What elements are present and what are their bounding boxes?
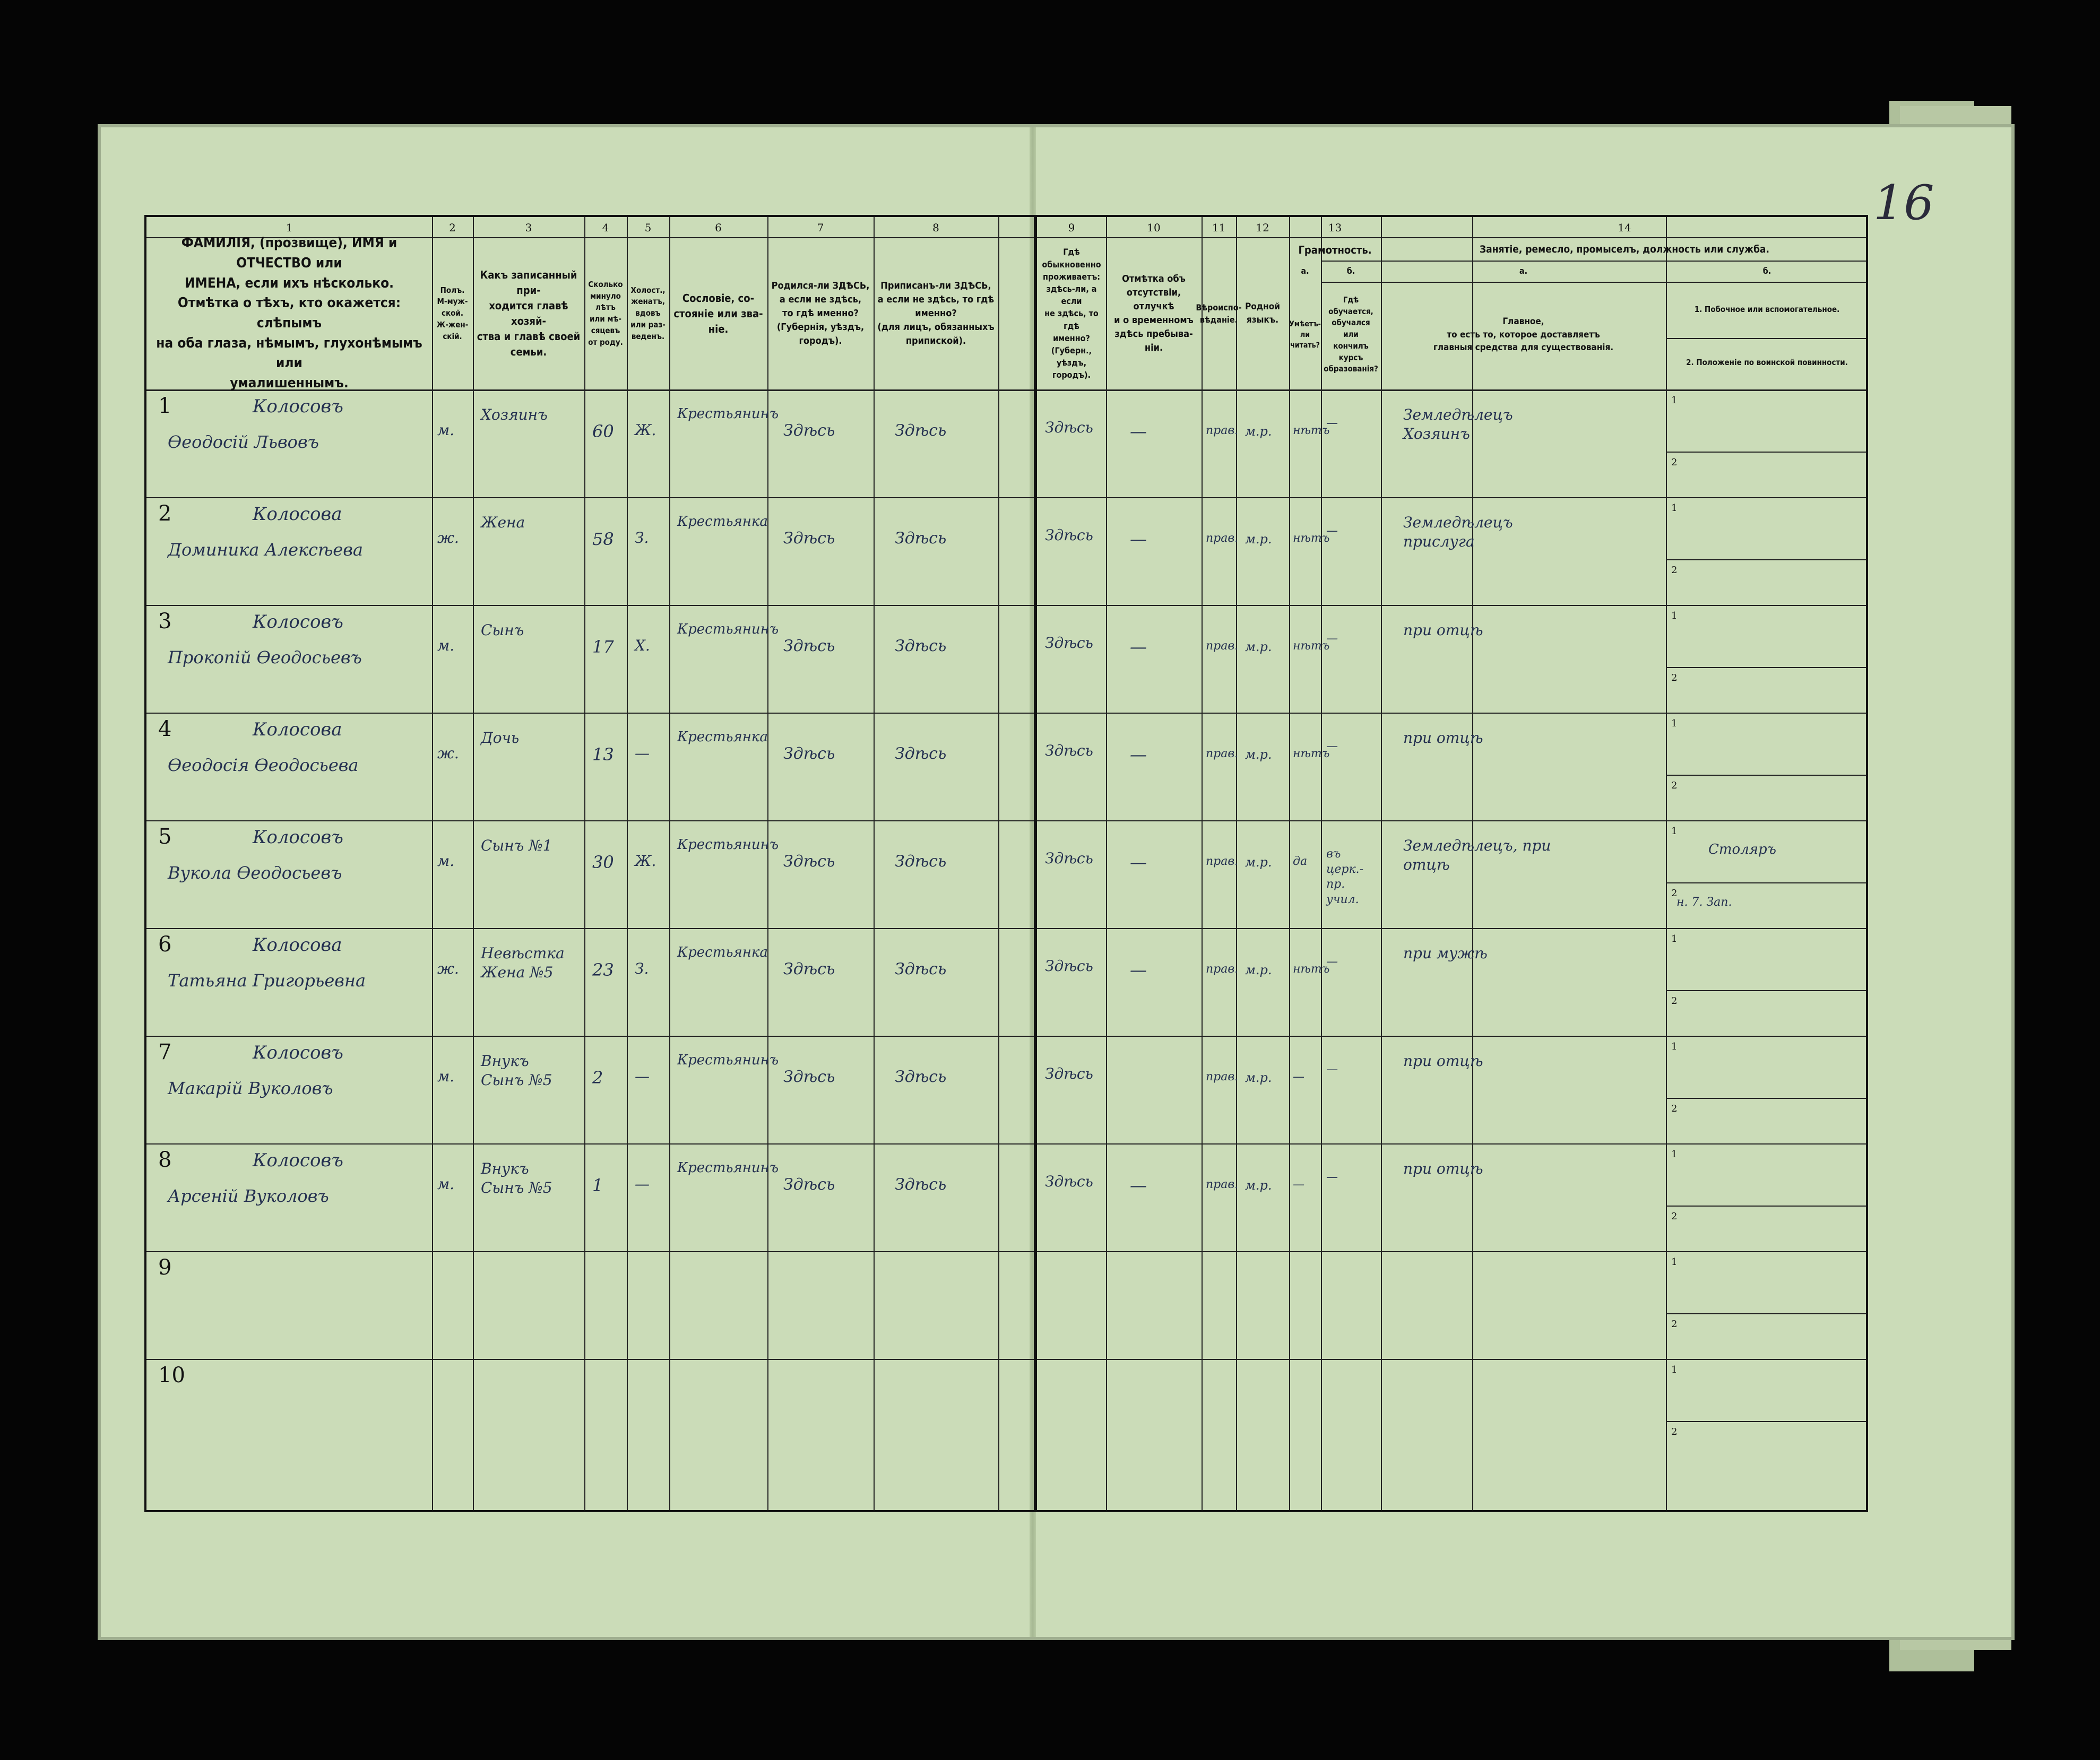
subrow-number: 2 — [1671, 1103, 1678, 1114]
age: 1 — [592, 1175, 603, 1195]
header-ascription: Приписанъ-ли ЗДѢСЬ, а если не здѣсь, то гдѣ именно? (для лицъ, обязанныхъ припиской). — [877, 280, 995, 347]
header-sub-a: а. — [1519, 266, 1528, 276]
surname: Колосова — [253, 504, 342, 525]
header-absence: Отмѣтка объ отсутствіи, отлучкѣ и о временномъ здѣсь пребыва- ніи. — [1114, 273, 1194, 354]
header-name: ФАМИЛІЯ, (прозвище), ИМЯ и ОТЧЕСТВО или ИМЕНА, если ихъ нѣсколько. Отмѣтка о тѣхъ, кто окажется: слѣпымъ на оба глаза, нѣмымъ, глухонѣмымъ или умалишеннымъ. — [156, 235, 422, 392]
row-number: 9 — [158, 1255, 172, 1280]
residence: Здѣсь — [1045, 957, 1093, 975]
column-number: 12 — [1256, 221, 1269, 234]
row-number: 4 — [158, 717, 172, 741]
subrow-divider — [1666, 1098, 1866, 1099]
given-name: Ѳеодосія Ѳеодосьева — [168, 755, 359, 775]
absence-note: — — [1130, 529, 1147, 549]
column-divider — [473, 217, 474, 1510]
subrow-number: 1 — [1671, 826, 1678, 837]
header-age: Сколько минуло лѣтъ или мѣ- сяцевъ от роду. — [588, 279, 623, 347]
row-number: 2 — [158, 501, 172, 526]
row-divider — [146, 1359, 1034, 1360]
sex: м. — [437, 1068, 455, 1085]
main-occupation: Земледѣлецъ, при отцѣ — [1403, 837, 1551, 874]
row-number: 8 — [158, 1148, 172, 1172]
native-language: м.р. — [1245, 1070, 1272, 1085]
subrow-number: 2 — [1671, 672, 1678, 683]
residence: Здѣсь — [1045, 526, 1093, 544]
relation: Дочь — [481, 729, 520, 747]
row-divider — [1037, 1036, 1866, 1037]
birthplace: Здѣсь — [783, 421, 835, 440]
age: 2 — [592, 1068, 603, 1088]
header-main-occupation: Главное, то есть то, которое доставляетъ главныя средства для существованія. — [1433, 316, 1614, 353]
row-divider — [146, 713, 1034, 714]
main-occupation: Земледѣлецъ Хозяинъ — [1403, 406, 1513, 443]
religion: прав. — [1206, 639, 1239, 653]
education: — — [1326, 632, 1338, 645]
subrow-divider — [1666, 452, 1866, 453]
given-name: Татьяна Григорьевна — [168, 970, 366, 991]
age: 13 — [592, 744, 614, 765]
native-language: м.р. — [1245, 855, 1272, 870]
marital-status: Х. — [635, 637, 650, 654]
ascription: Здѣсь — [895, 1175, 947, 1194]
sex: м. — [437, 852, 455, 870]
row-divider — [146, 1143, 1034, 1145]
column-number: 3 — [525, 221, 532, 234]
column-divider — [1106, 217, 1107, 1510]
birthplace: Здѣсь — [783, 744, 835, 763]
subrow-number: 2 — [1671, 995, 1678, 1007]
religion: прав. — [1206, 424, 1239, 437]
header-literacy: Грамотность. — [1298, 243, 1372, 256]
education: — — [1326, 740, 1338, 753]
native-language: м.р. — [1245, 747, 1272, 762]
native-language: м.р. — [1245, 639, 1272, 654]
native-language: м.р. — [1245, 424, 1272, 439]
given-name: Арсеній Вуколовъ — [168, 1186, 329, 1206]
religion: прав. — [1206, 855, 1239, 868]
residence: Здѣсь — [1045, 419, 1093, 436]
row-divider — [1037, 928, 1866, 929]
row-divider — [146, 928, 1034, 929]
subrow-divider — [1666, 990, 1866, 991]
folio-number: 16 — [1873, 175, 1934, 231]
header-birthplace: Родился-ли ЗДѢСЬ, а если не здѣсь, то гдѣ именно? (Губернія, уѣздъ, городъ). — [771, 280, 870, 347]
header-language: Родной языкъ. — [1245, 301, 1280, 325]
row-number: 5 — [158, 825, 172, 849]
ascription: Здѣсь — [895, 637, 947, 655]
residence: Здѣсь — [1045, 1173, 1093, 1190]
column-divider — [584, 217, 585, 1510]
given-name: Ѳеодосій Львовъ — [168, 432, 319, 452]
surname: Колосовъ — [253, 827, 343, 848]
subrow-number: 2 — [1671, 456, 1678, 468]
estate: Крестьянинъ — [677, 1052, 779, 1068]
row-number: 6 — [158, 932, 172, 957]
column-divider — [432, 217, 433, 1510]
birthplace: Здѣсь — [783, 1068, 835, 1086]
row-number: 3 — [158, 609, 172, 634]
header-relation: Какъ записанный при- ходится главѣ хозяй- ства и главѣ своей семьи. — [477, 268, 581, 358]
subrow-divider — [1666, 1313, 1866, 1314]
row-divider — [1037, 605, 1866, 606]
column-divider — [1289, 217, 1290, 1510]
column-divider — [669, 217, 670, 1510]
column-divider — [1666, 217, 1667, 1510]
estate: Крестьянка — [677, 729, 768, 745]
marital-status: З. — [635, 960, 649, 977]
header-sub-a: а. — [1301, 266, 1309, 276]
sex: ж. — [437, 744, 459, 762]
can-read: да — [1293, 855, 1308, 868]
row-divider — [146, 605, 1034, 606]
row-divider — [1037, 497, 1866, 498]
header-sub-b: б. — [1346, 266, 1355, 276]
header-sex: Полъ. М-муж- ской. Ж-жен- скій. — [436, 285, 469, 341]
row-divider — [146, 1251, 1034, 1252]
relation: Хозяинъ — [481, 406, 548, 423]
column-number: 8 — [932, 221, 939, 234]
absence-note: — — [1130, 852, 1147, 872]
religion: прав. — [1206, 532, 1239, 545]
education: — — [1326, 1171, 1338, 1184]
column-number: 5 — [644, 221, 652, 234]
marital-status: Ж. — [635, 421, 656, 439]
column-number: 7 — [817, 221, 824, 234]
column-number: 14 — [1618, 221, 1631, 234]
header-education: Гдѣ обучается, обучался или кончилъ курсъ образованія? — [1324, 294, 1378, 374]
can-read: нѣтъ — [1293, 532, 1330, 545]
subrow-divider — [1666, 667, 1866, 668]
header-estate: Сословіе, со- стояніе или зва- ніе. — [673, 291, 763, 335]
subrow-number: 2 — [1671, 1210, 1678, 1222]
religion: прав. — [1206, 1070, 1239, 1083]
ascription: Здѣсь — [895, 421, 947, 440]
age: 30 — [592, 852, 614, 872]
column-divider — [998, 217, 999, 1510]
column-number: 4 — [602, 221, 609, 234]
subrow-number: 1 — [1671, 395, 1678, 406]
estate: Крестьянка — [677, 514, 768, 530]
subrow-number: 2 — [1671, 1426, 1678, 1437]
residence: Здѣсь — [1045, 1065, 1093, 1082]
row-divider — [1037, 820, 1866, 821]
estate: Крестьянинъ — [677, 621, 779, 637]
column-number: 2 — [449, 221, 456, 234]
header-occupation: Занятіе, ремесло, промыселъ, должность или служба. — [1480, 244, 1769, 256]
education: — — [1326, 955, 1338, 968]
religion: прав. — [1206, 963, 1239, 976]
column-number: 10 — [1147, 221, 1161, 234]
surname: Колосова — [253, 719, 342, 740]
ascription: Здѣсь — [895, 744, 947, 763]
subrow-number: 1 — [1671, 1041, 1678, 1052]
absence-note: — — [1130, 1175, 1147, 1195]
side-occupation: Столяръ — [1708, 842, 1776, 857]
residence: Здѣсь — [1045, 742, 1093, 759]
subrow-divider — [1666, 882, 1866, 883]
sex: м. — [437, 1175, 455, 1193]
can-read: — — [1293, 1070, 1304, 1083]
relation: Невѣстка Жена №5 — [481, 944, 565, 982]
surname: Колосовъ — [253, 396, 343, 417]
relation: Жена — [481, 514, 525, 531]
column-divider — [874, 217, 875, 1510]
marital-status: Ж. — [635, 852, 656, 870]
can-read: нѣтъ — [1293, 747, 1330, 760]
birthplace: Здѣсь — [783, 852, 835, 871]
row-number: 1 — [158, 394, 172, 418]
absence-note: — — [1130, 960, 1147, 980]
relation: Сынъ — [481, 621, 524, 639]
main-occupation: при отцѣ — [1403, 1052, 1483, 1070]
column-divider — [1321, 217, 1322, 1510]
main-occupation: при отцѣ — [1403, 621, 1483, 639]
marital-status: — — [635, 744, 650, 762]
given-name: Макарій Вуколовъ — [168, 1078, 333, 1098]
row-divider — [1037, 1251, 1866, 1252]
education: — — [1326, 1063, 1338, 1076]
subrow-divider — [1666, 1206, 1866, 1207]
birthplace: Здѣсь — [783, 960, 835, 978]
subrow-divider — [1666, 559, 1866, 560]
relation: Внукъ Сынъ №5 — [481, 1160, 552, 1197]
education: — — [1326, 417, 1338, 430]
absence-note: — — [1130, 637, 1147, 657]
row-divider — [146, 497, 1034, 498]
education: — — [1326, 524, 1338, 537]
row-divider — [1037, 1143, 1866, 1145]
header-side-occupation: 1. Побочное или вспомогательное. — [1694, 305, 1840, 315]
column-number: 6 — [715, 221, 722, 234]
row-divider — [146, 1036, 1034, 1037]
sex: ж. — [437, 960, 459, 977]
sex: ж. — [437, 529, 459, 547]
header-sub-b: б. — [1762, 266, 1771, 276]
given-name: Вукола Ѳеодосьевъ — [168, 863, 342, 883]
age: 58 — [592, 529, 614, 549]
column-divider — [1381, 217, 1382, 1510]
native-language: м.р. — [1245, 532, 1272, 547]
subrow-number: 1 — [1671, 502, 1678, 514]
column-divider — [1202, 217, 1203, 1510]
given-name: Прокопій Ѳеодосьевъ — [168, 647, 362, 667]
residence: Здѣсь — [1045, 634, 1093, 652]
can-read: нѣтъ — [1293, 424, 1330, 437]
column-number-rule — [1037, 237, 1866, 238]
subrow-number: 2 — [1671, 887, 1678, 899]
column-number: 9 — [1068, 221, 1075, 234]
birthplace: Здѣсь — [783, 529, 835, 548]
header-can-read: Умѣетъ- ли читать? — [1289, 319, 1321, 350]
row-divider — [1037, 1359, 1866, 1360]
residence: Здѣсь — [1045, 849, 1093, 867]
relation: Внукъ Сынъ №5 — [481, 1052, 552, 1089]
subrow-number: 1 — [1671, 610, 1678, 621]
subrow-number: 1 — [1671, 718, 1678, 729]
age: 23 — [592, 960, 614, 980]
marital-status: — — [635, 1175, 650, 1193]
subrow-number: 1 — [1671, 1364, 1678, 1375]
age: 17 — [592, 637, 614, 657]
census-table-right — [1035, 215, 1868, 1512]
estate: Крестьянинъ — [677, 837, 779, 853]
given-name: Доминика Алексѣева — [168, 540, 363, 560]
main-occupation: при отцѣ — [1403, 729, 1483, 747]
row-number: 10 — [158, 1363, 185, 1388]
column-divider — [627, 217, 628, 1510]
subrow-number: 1 — [1671, 1256, 1678, 1268]
header-residence: Гдѣ обыкновенно проживаетъ: здѣсь-ли, а если не здѣсь, то гдѣ именно? (Губерн., уѣздъ, городъ). — [1042, 247, 1101, 380]
marital-status: З. — [635, 529, 649, 547]
subrow-number: 1 — [1671, 1149, 1678, 1160]
marital-status: — — [635, 1068, 650, 1085]
subrow-number: 2 — [1671, 779, 1678, 791]
native-language: м.р. — [1245, 963, 1272, 977]
sex: м. — [437, 421, 455, 439]
row-divider — [1037, 713, 1866, 714]
birthplace: Здѣсь — [783, 1175, 835, 1194]
military-status: н. 7. Зап. — [1676, 895, 1732, 909]
surname: Колосовъ — [253, 611, 343, 632]
absence-note: — — [1130, 744, 1147, 765]
can-read: нѣтъ — [1293, 639, 1330, 653]
subrow-divider — [1666, 1421, 1866, 1422]
row-divider — [146, 820, 1034, 821]
sex: м. — [437, 637, 455, 654]
census-table-left — [144, 215, 1036, 1512]
religion: прав. — [1206, 1178, 1239, 1191]
column-number: 1 — [286, 221, 293, 234]
main-occupation: Земледѣлецъ прислуга — [1403, 514, 1513, 551]
age: 60 — [592, 421, 614, 441]
ascription: Здѣсь — [895, 960, 947, 978]
ascription: Здѣсь — [895, 529, 947, 548]
subrow-divider — [1666, 775, 1866, 776]
ascription: Здѣсь — [895, 852, 947, 871]
header-religion: Вѣроиспо- вѣданіе. — [1196, 302, 1242, 325]
can-read: нѣтъ — [1293, 963, 1330, 976]
surname: Колосова — [253, 934, 342, 956]
can-read: — — [1293, 1178, 1304, 1191]
row-number: 7 — [158, 1040, 172, 1064]
birthplace: Здѣсь — [783, 637, 835, 655]
surname: Колосовъ — [253, 1042, 343, 1063]
relation: Сынъ №1 — [481, 837, 552, 854]
estate: Крестьянинъ — [677, 1160, 779, 1176]
absence-note: — — [1130, 421, 1147, 441]
estate: Крестьянка — [677, 944, 768, 960]
main-occupation: при мужѣ — [1403, 944, 1488, 962]
column-number: 13 — [1328, 221, 1342, 234]
native-language: м.р. — [1245, 1178, 1272, 1193]
ascription: Здѣсь — [895, 1068, 947, 1086]
subrow-number: 2 — [1671, 1318, 1678, 1330]
surname: Колосовъ — [253, 1150, 343, 1171]
education: въ церк.-пр. учил. — [1326, 847, 1364, 906]
religion: прав. — [1206, 747, 1239, 760]
header-military: 2. Положеніе по воинской повинности. — [1686, 358, 1848, 368]
subrow-number: 1 — [1671, 933, 1678, 944]
header-bottom-rule — [1037, 389, 1866, 391]
estate: Крестьянинъ — [677, 406, 779, 422]
subrow-number: 2 — [1671, 564, 1678, 576]
column-number: 11 — [1212, 221, 1226, 234]
header-marital: Холост., женатъ, вдовъ или раз- веденъ. — [630, 285, 666, 341]
main-occupation: при отцѣ — [1403, 1160, 1483, 1177]
